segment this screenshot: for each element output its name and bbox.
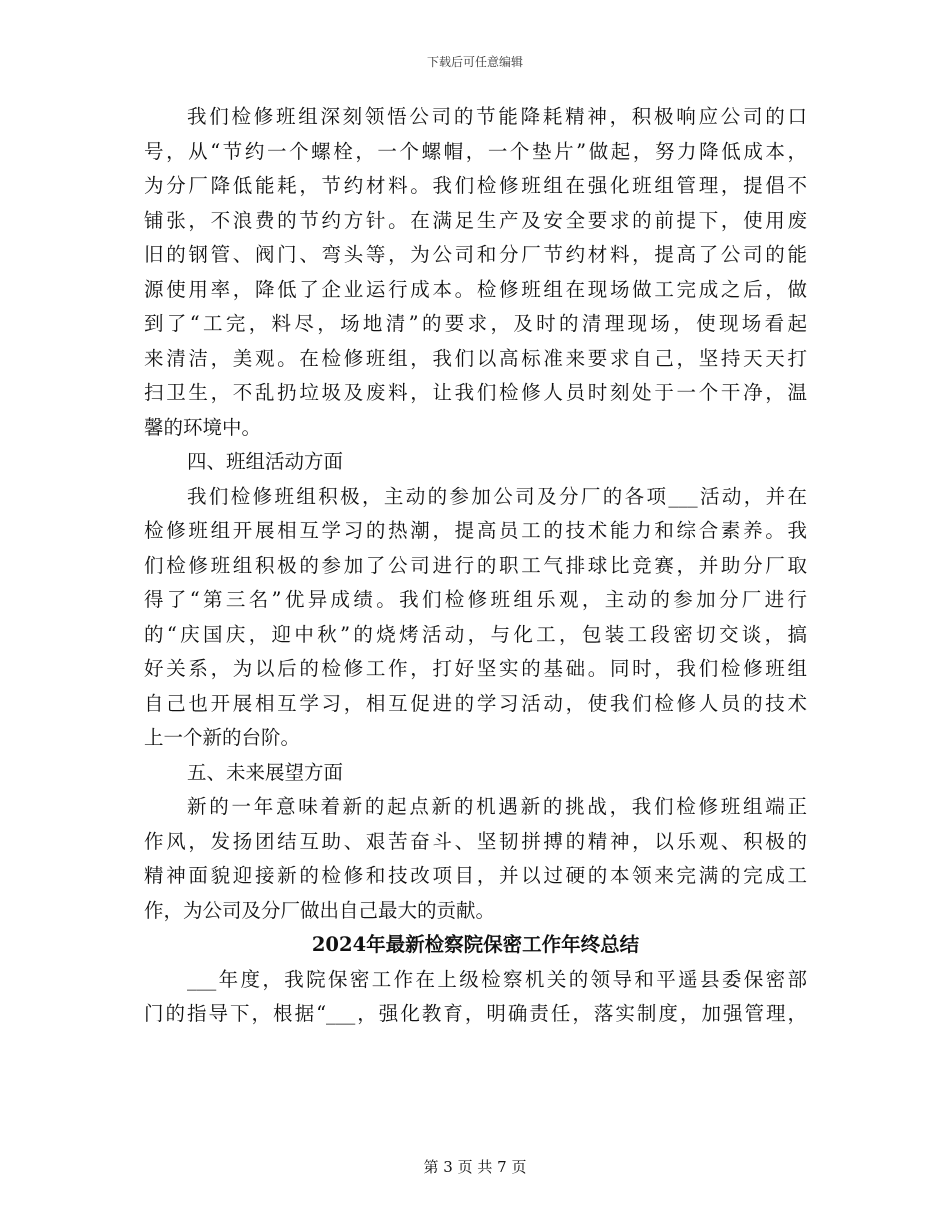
text-line: 来清洁，美观。在检修班组，我们以高标准来要求自己，坚持天天打 xyxy=(144,346,807,370)
text-line: 源使用率，降低了企业运行成本。检修班组在现场做工完成之后，做 xyxy=(144,277,807,301)
text-line: 馨的环境中。 xyxy=(144,415,262,439)
text-line: ___年度，我院保密工作在上级检察机关的领导和平遥县委保密部 xyxy=(187,967,807,991)
text-line: 旧的钢管、阀门、弯头等，为公司和分厂节约材料，提高了公司的能 xyxy=(144,243,807,266)
text-line: 号，从“节约一个螺栓，一个螺帽，一个垫片”做起，努力降低成本， xyxy=(144,139,807,163)
text-line: 自己也开展相互学习，相互促进的学习活动，使我们检修人员的技术 xyxy=(144,691,807,715)
text-line: 好关系，为以后的检修工作，打好坚实的基础。同时，我们检修班组 xyxy=(144,657,807,680)
text-line: 扫卫生，不乱扔垃圾及废料，让我们检修人员时刻处于一个干净，温 xyxy=(144,381,807,404)
text-line: 铺张，不浪费的节约方针。在满足生产及安全要求的前提下，使用废 xyxy=(144,208,807,232)
page-header: 下载后可任意编辑 xyxy=(426,55,523,69)
text-line: 作，为公司及分厂做出自己最大的贡献。 xyxy=(144,898,496,922)
text-line: 新的一年意味着新的起点新的机遇新的挑战，我们检修班组端正 xyxy=(187,795,807,818)
page-footer: 第 3 页 共 7 页 xyxy=(423,1158,527,1176)
text-line: 五、未来展望方面 xyxy=(187,760,344,784)
text-line: 上一个新的台阶。 xyxy=(144,726,301,749)
text-line: 到了“工完，料尽，场地清”的要求，及时的清理现场，使现场看起 xyxy=(144,312,807,335)
text-line: 们检修班组积极的参加了公司进行的职工气排球比竞赛，并助分厂取 xyxy=(144,553,807,577)
text-line: 为分厂降低能耗，节约材料。我们检修班组在强化班组管理，提倡不 xyxy=(144,174,807,197)
text-line: 四、班组活动方面 xyxy=(187,450,344,473)
text-line: 的“庆国庆，迎中秋”的烧烤活动，与化工，包装工段密切交谈，搞 xyxy=(144,622,807,646)
text-line: 我们检修班组积极，主动的参加公司及分厂的各项___活动，并在 xyxy=(187,484,807,508)
section-title: 2024年最新检察院保密工作年终总结 xyxy=(311,933,640,956)
text-line: 门的指导下，根据“___，强化教育，明确责任，落实制度，加强管理， xyxy=(144,1002,807,1025)
text-line: 精神面貌迎接新的检修和技改项目，并以过硬的本领来完满的完成工 xyxy=(144,864,807,887)
text-line: 得了“第三名”优异成绩。我们检修班组乐观，主动的参加分厂进行 xyxy=(144,588,807,611)
text-line: 检修班组开展相互学习的热潮，提高员工的技术能力和综合素养。我 xyxy=(144,519,807,542)
document-body xyxy=(144,100,807,1032)
text-line: 我们检修班组深刻领悟公司的节能降耗精神，积极响应公司的口 xyxy=(187,105,807,128)
text-line: 作风，发扬团结互助、艰苦奋斗、坚韧拼搏的精神，以乐观、积极的 xyxy=(144,829,807,853)
